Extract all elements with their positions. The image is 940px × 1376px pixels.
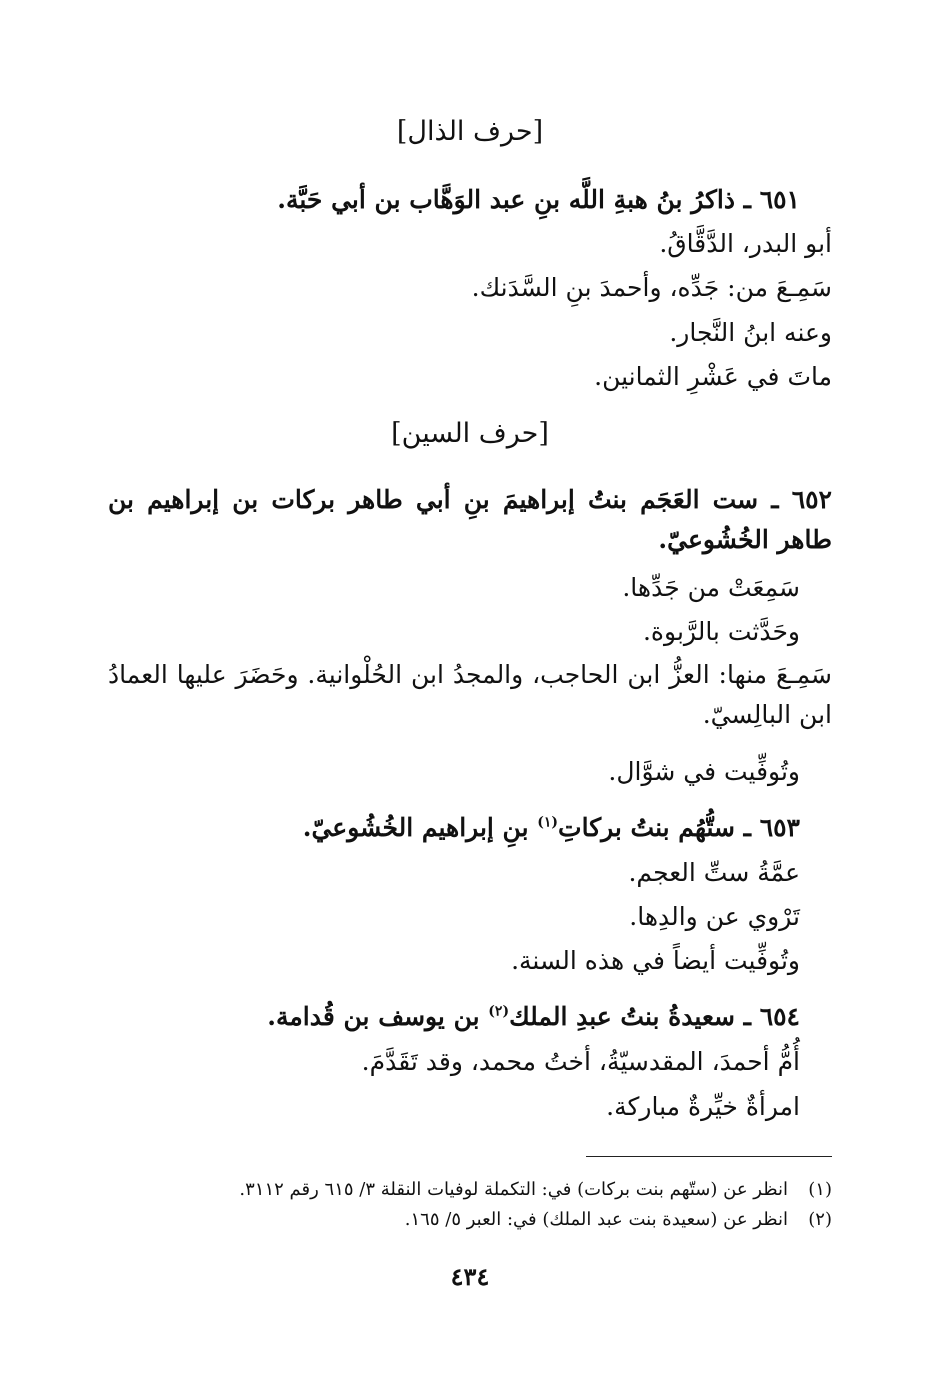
entry-653-line-1: عمَّةُ ستِّ العجم. (628, 858, 800, 887)
section-heading-dhal: [حرف الذال] (396, 116, 544, 147)
entry-653-title (108, 808, 800, 848)
footnote-1 (108, 1177, 832, 1203)
footnote-ref-2: (٢) (488, 1003, 510, 1020)
entry-654-line-1: أُمُّ أحمدَ، المقدسيّةُ، أختُ محمد، وقد تَقَدَّمَ. (361, 1047, 800, 1076)
entry-651-title: ٦٥١ ـ ذاكرُ بنُ هبةِ اللَّه بنِ عبد الوَهَّاب بن أبي حَبَّة. (277, 185, 800, 214)
entry-651-line-1: أبو البدر، الدَّقَّاقُ. (659, 229, 832, 258)
entry-654-title-end: بن يوسف بن قُدامة. (267, 1002, 489, 1031)
entry-652-line-1: سَمِعَتْ من جَدِّها. (622, 573, 800, 602)
entry-652-title: ٦٥٢ ـ ست العَجَم بنتُ إبراهيمَ بنِ أبي طاهر بركات بن إبراهيم بن طاهر الخُشُوعيّ. (108, 485, 832, 554)
footnote-divider (586, 1156, 832, 1157)
entry-653-line-3: وتُوفِّيت أيضاً في هذه السنة. (511, 946, 800, 975)
entry-651-line-4: ماتَ في عَشْرِ الثمانين. (594, 362, 832, 391)
entry-651-line-3: وعنه ابنُ النَّجار. (669, 318, 832, 347)
entry-654-title (108, 997, 800, 1037)
page-number: ٤٣٤ (450, 1262, 490, 1291)
footnote-2-number: (٢) (808, 1209, 832, 1230)
entry-652-line-3: سَمِـعَ منها: العزُّ ابن الحاجب، والمجدُ ابن الحُلْوانية. وحَضَرَ عليها العمادُ ابن البالِسيّ. (108, 660, 832, 729)
entry-653-line-2: تَرْوي عن والدِها. (629, 902, 800, 931)
footnote-2-text: انظر عن (سعيدة بنت عبد الملك) في: العبر ٥/ ١٦٥. (404, 1209, 788, 1230)
entry-651-line-2: سَمِـعَ من: جَدِّه، وأحمدَ بنِ السَّدَنك. (471, 273, 832, 302)
footnote-ref-1: (١) (537, 814, 559, 831)
entry-654-title-start: ٦٥٤ ـ سعيدةُ بنتُ عبدِ الملك (509, 1002, 800, 1031)
entry-653-title-start: ٦٥٣ ـ ستُّهُم بنتُ بركاتِ (558, 813, 800, 842)
footnote-2 (108, 1207, 832, 1233)
footnote-1-text: انظر عن (ستّهم بنت بركات) في: التكملة لوفيات النقلة ٣/ ٦١٥ رقم ٣١١٢. (239, 1179, 788, 1200)
entry-652-line-4: وتُوفِّيت في شوَّال. (608, 757, 800, 786)
footnote-1-number: (١) (808, 1179, 832, 1200)
entry-654-line-2: امرأةٌ خيِّرةٌ مباركة. (606, 1092, 800, 1121)
section-heading-seen: [حرف السين] (391, 418, 549, 449)
entry-653-title-end: بنِ إبراهيم الخُشُوعيّ. (302, 813, 538, 842)
entry-652-line-2: وحَدَّثت بالرَّبوة. (642, 617, 800, 646)
